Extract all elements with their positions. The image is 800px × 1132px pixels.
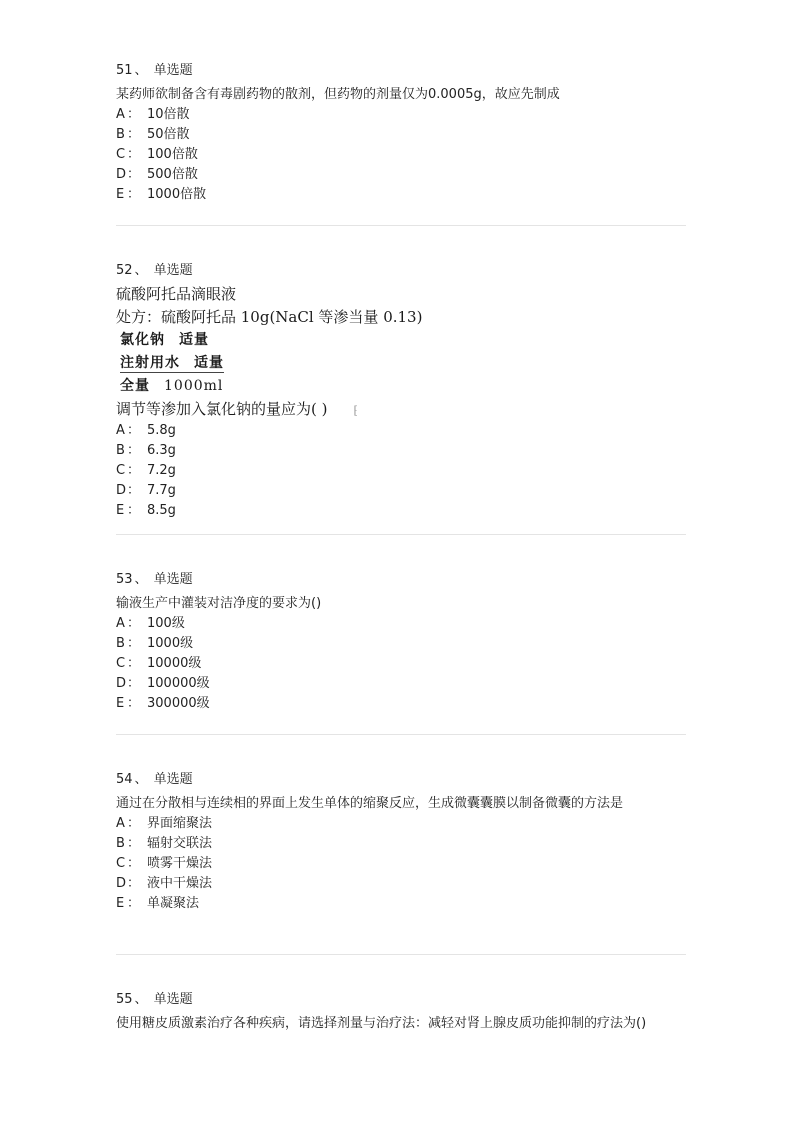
question-type: 单选题 <box>153 63 193 78</box>
option-c[interactable] <box>116 461 686 481</box>
question-header <box>116 570 686 590</box>
option-colon: ： <box>127 483 141 498</box>
question-separator: 、 <box>134 63 148 78</box>
prescription-total <box>116 375 686 398</box>
option-letter: A <box>116 423 125 438</box>
prescription-question-text: 调节等渗加入氯化钠的量应为( ) <box>116 400 328 418</box>
prescription-formula: 处方：硫酸阿托品 10g(NaCl 等渗当量 0.13) <box>116 308 423 326</box>
option-text: 100000级 <box>147 676 210 691</box>
question-number: 55 <box>116 992 133 1007</box>
total-label: 全量 <box>120 378 150 394</box>
question-type: 单选题 <box>153 772 193 787</box>
option-colon: ： <box>127 836 141 851</box>
question-type: 单选题 <box>153 992 193 1007</box>
question-55 <box>116 990 686 1034</box>
prescription-question <box>116 398 686 421</box>
option-a[interactable] <box>116 614 686 634</box>
option-text: 液中干燥法 <box>147 876 213 891</box>
ingredient-amount: 适量 <box>179 332 209 348</box>
option-b[interactable] <box>116 834 686 854</box>
option-b[interactable] <box>116 634 686 654</box>
total-amount: 1000ml <box>164 378 224 394</box>
option-colon: ： <box>127 896 141 911</box>
option-c[interactable] <box>116 145 686 165</box>
question-separator: 、 <box>134 772 148 787</box>
option-text: 100级 <box>147 616 185 631</box>
option-text: 500倍散 <box>147 167 198 182</box>
question-number: 53 <box>116 572 133 587</box>
question-header <box>116 770 686 790</box>
ingredient-amount: 适量 <box>194 355 224 371</box>
option-d[interactable] <box>116 165 686 185</box>
option-letter: B <box>116 636 125 651</box>
option-colon: ： <box>127 696 141 711</box>
option-colon: ： <box>127 463 141 478</box>
option-letter: C <box>116 147 126 162</box>
option-text: 8.5g <box>147 503 176 518</box>
question-divider <box>116 954 686 955</box>
option-text: 喷雾干燥法 <box>147 856 213 871</box>
option-colon: ： <box>127 856 141 871</box>
option-e[interactable] <box>116 694 686 714</box>
option-letter: D <box>116 167 127 182</box>
option-colon: ： <box>127 503 141 518</box>
option-text: 辐射交联法 <box>147 836 213 851</box>
option-text: 7.2g <box>147 463 176 478</box>
option-letter: A <box>116 616 125 631</box>
option-letter: E <box>116 896 125 911</box>
option-list <box>116 105 686 205</box>
option-text: 300000级 <box>147 696 210 711</box>
option-colon: ： <box>127 656 141 671</box>
option-text: 100倍散 <box>147 147 198 162</box>
option-colon: ： <box>127 636 141 651</box>
scan-smudge-icon: ⁅ <box>353 403 358 417</box>
option-text: 5.8g <box>147 423 176 438</box>
option-text: 界面缩聚法 <box>147 816 213 831</box>
question-number: 51 <box>116 63 133 78</box>
question-header <box>116 61 686 81</box>
question-type: 单选题 <box>153 263 193 278</box>
question-51 <box>116 61 686 205</box>
option-colon: ： <box>127 167 141 182</box>
option-c[interactable] <box>116 654 686 674</box>
question-52 <box>116 261 686 521</box>
question-text: 某药师欲制备含有毒剧药物的散剂，但药物的剂量仅为0.0005g，故应先制成 <box>116 87 560 102</box>
option-text: 10000级 <box>147 656 202 671</box>
option-text: 6.3g <box>147 443 176 458</box>
option-letter: B <box>116 443 125 458</box>
option-a[interactable] <box>116 421 686 441</box>
option-a[interactable] <box>116 105 686 125</box>
option-e[interactable] <box>116 185 686 205</box>
question-divider <box>116 734 686 735</box>
option-colon: ： <box>127 127 141 142</box>
option-letter: E <box>116 696 125 711</box>
question-number: 52 <box>116 263 133 278</box>
option-colon: ： <box>127 147 141 162</box>
option-letter: D <box>116 876 127 891</box>
question-header <box>116 261 686 281</box>
question-type: 单选题 <box>153 572 193 587</box>
option-text: 50倍散 <box>147 127 190 142</box>
option-letter: A <box>116 107 125 122</box>
question-divider <box>116 534 686 535</box>
option-text: 单凝聚法 <box>147 896 200 911</box>
prescription-ingredient <box>116 352 686 375</box>
question-separator: 、 <box>134 572 148 587</box>
option-letter: A <box>116 816 125 831</box>
question-separator: 、 <box>134 263 148 278</box>
option-letter: D <box>116 483 127 498</box>
option-colon: ： <box>127 876 141 891</box>
option-text: 10倍散 <box>147 107 190 122</box>
ingredient-name: 氯化钠 <box>120 332 165 348</box>
option-colon: ： <box>127 616 141 631</box>
option-text: 1000级 <box>147 636 194 651</box>
option-colon: ： <box>127 423 141 438</box>
option-d[interactable] <box>116 481 686 501</box>
question-separator: 、 <box>134 992 148 1007</box>
option-e[interactable] <box>116 501 686 521</box>
option-text: 1000倍散 <box>147 187 207 202</box>
question-text: 通过在分散相与连续相的界面上发生单体的缩聚反应，生成微囊囊膜以制备微囊的方法是 <box>116 796 624 811</box>
option-a[interactable] <box>116 814 686 834</box>
option-e[interactable] <box>116 894 686 914</box>
option-letter: E <box>116 187 125 202</box>
option-letter: D <box>116 676 127 691</box>
prescription-ingredient <box>116 329 686 352</box>
option-text: 7.7g <box>147 483 176 498</box>
option-colon: ： <box>127 676 141 691</box>
option-letter: C <box>116 656 126 671</box>
prescription-title: 硫酸阿托品滴眼液 <box>116 285 237 303</box>
prescription-image-text <box>116 283 686 421</box>
question-number: 54 <box>116 772 133 787</box>
option-b[interactable] <box>116 125 686 145</box>
option-d[interactable] <box>116 674 686 694</box>
question-53 <box>116 570 686 714</box>
option-list <box>116 814 686 914</box>
question-header <box>116 990 686 1010</box>
option-colon: ： <box>127 187 141 202</box>
option-letter: B <box>116 836 125 851</box>
option-letter: B <box>116 127 125 142</box>
question-divider <box>116 225 686 226</box>
option-colon: ： <box>127 107 141 122</box>
option-list <box>116 614 686 714</box>
option-list <box>116 421 686 521</box>
option-b[interactable] <box>116 441 686 461</box>
option-letter: E <box>116 503 125 518</box>
question-text: 输液生产中灌装对洁净度的要求为() <box>116 596 322 611</box>
option-letter: C <box>116 463 126 478</box>
option-colon: ： <box>127 816 141 831</box>
option-d[interactable] <box>116 874 686 894</box>
question-54 <box>116 770 686 914</box>
option-letter: C <box>116 856 126 871</box>
option-colon: ： <box>127 443 141 458</box>
option-c[interactable] <box>116 854 686 874</box>
ingredient-name: 注射用水 <box>120 355 180 371</box>
question-text: 使用糖皮质激素治疗各种疾病，请选择剂量与治疗法：减轻对肾上腺皮质功能抑制的疗法为() <box>116 1016 647 1031</box>
